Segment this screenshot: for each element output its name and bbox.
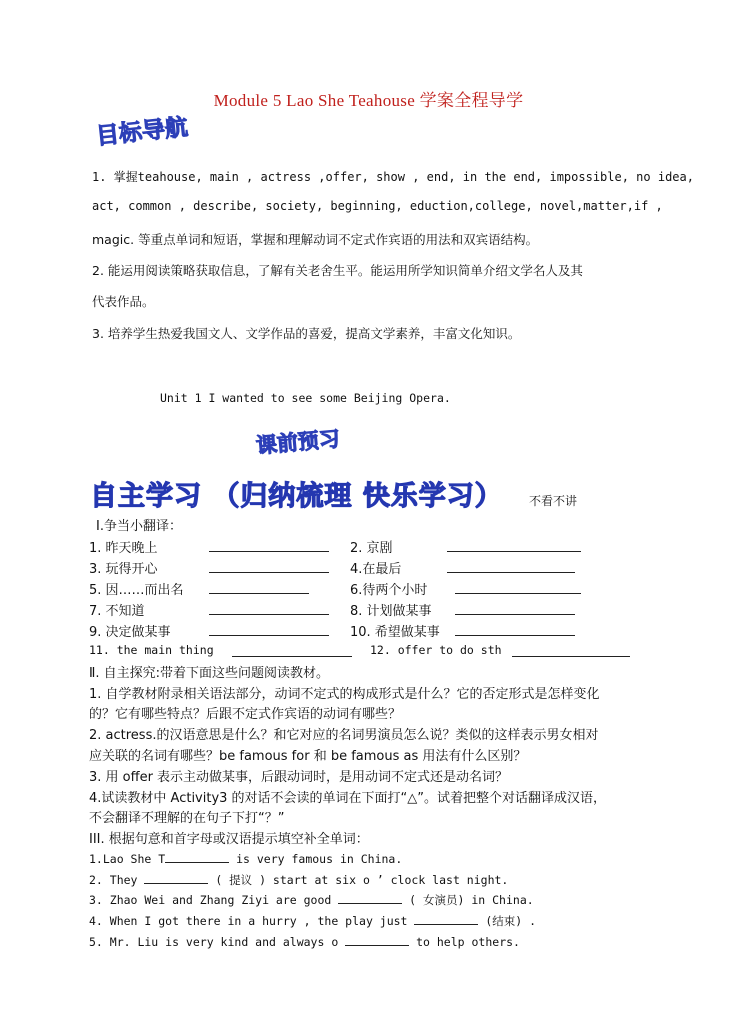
question-line: 1. 自学教材附录相关语法部分，动词不定式的构成形式是什么？它的否定形式是怎样变化 xyxy=(89,687,600,702)
question-line: 2. actress.的汉语意思是什么？和它对应的名词男演员怎么说？类似的这样表示男女相对 xyxy=(89,728,599,743)
preview-heading-art: 课前预习 xyxy=(254,425,341,458)
exercise-line xyxy=(89,933,520,949)
page-title: Module 5 Lao She Teahouse 学案全程导学 xyxy=(213,91,524,110)
exercise-text: ( 提议 ) start at six o ’ clock last night. xyxy=(208,873,509,887)
translate-item: 1. 昨天晚上 xyxy=(89,541,158,556)
answer-blank[interactable] xyxy=(209,600,329,615)
exercise-text: 4. When I got there in a hurry , the play just xyxy=(89,914,415,928)
answer-blank[interactable] xyxy=(209,537,329,552)
section-1-heading: Ⅰ.争当小翻译： xyxy=(96,519,182,534)
answer-blank[interactable] xyxy=(209,579,309,594)
translate-item: 12. offer to do sth xyxy=(370,643,502,657)
answer-blank[interactable] xyxy=(232,642,352,657)
translate-item: 10. 希望做某事 xyxy=(350,625,440,640)
section-2-heading: Ⅱ. 自主探究:带着下面这些问题阅读教材。 xyxy=(89,666,330,681)
question-line: 不会翻译不理解的在句子下打“？” xyxy=(89,811,285,826)
exercise-text: ( 女演员) in China. xyxy=(402,893,534,907)
unit-title: Unit 1 I wanted to see some Beijing Opera. xyxy=(160,391,451,405)
goal-line: 2. 能运用阅读策略获取信息，了解有关老舍生平。能运用所学知识简单介绍文学名人及其 xyxy=(92,263,583,278)
exercise-text: (结束) . xyxy=(478,914,537,928)
goal-line: 3. 培养学生热爱我国文人、文学作品的喜爱，提高文学素养，丰富文化知识。 xyxy=(92,326,521,341)
goal-line: magic. 等重点单词和短语，掌握和理解动词不定式作宾语的用法和双宾语结构。 xyxy=(92,232,539,247)
exercise-text: is very famous in China. xyxy=(229,852,403,866)
exercise-text: to help others. xyxy=(409,935,520,949)
translate-item: 9. 决定做某事 xyxy=(89,625,171,640)
translate-item: 3. 玩得开心 xyxy=(89,562,158,577)
self-study-heading-art: 自主学习 （归纳梳理 快乐学习） xyxy=(90,481,503,512)
exercise-blank[interactable] xyxy=(414,912,478,925)
exercise-line xyxy=(89,871,508,888)
question-line: 3. 用 offer 表示主动做某事，后跟动词时，是用动词不定式还是动名词？ xyxy=(89,770,509,785)
exercise-line xyxy=(89,891,534,908)
exercise-blank[interactable] xyxy=(345,933,409,946)
exercise-line xyxy=(89,912,536,929)
goal-line: 代表作品。 xyxy=(92,294,155,309)
answer-blank[interactable] xyxy=(455,579,581,594)
question-line: 应关联的名词有哪些？be famous for 和 be famous as 用法有什么区别？ xyxy=(89,749,527,764)
section-3-heading: III. 根据句意和首字母或汉语提示填空补全单词： xyxy=(89,832,369,847)
translate-item: 6.待两个小时 xyxy=(350,583,428,598)
not-taught-note: 不看不讲 xyxy=(529,494,578,508)
translate-item: 8. 计划做某事 xyxy=(350,604,432,619)
exercise-text: 2. They xyxy=(89,873,145,887)
answer-blank[interactable] xyxy=(447,558,575,573)
question-line: 的？它有哪些特点？后跟不定式作宾语的动词有哪些？ xyxy=(89,707,402,722)
translate-item: 11. the main thing xyxy=(89,643,214,657)
exercise-text: 1.Lao She T xyxy=(89,852,166,866)
goal-line: act, common , describe, society, beginning, eduction,college, novel,matter,if , xyxy=(92,199,663,213)
translate-item: 5. 因……而出名 xyxy=(89,583,184,598)
exercise-blank[interactable] xyxy=(338,891,402,904)
exercise-blank[interactable] xyxy=(165,850,229,863)
translate-item: 2. 京剧 xyxy=(350,541,393,556)
exercise-text: 3. Zhao Wei and Zhang Ziyi are good xyxy=(89,893,339,907)
translate-item: 7. 不知道 xyxy=(89,604,145,619)
exercise-blank[interactable] xyxy=(144,871,208,884)
answer-blank[interactable] xyxy=(447,537,581,552)
goal-line: 1. 掌握teahouse, main , actress ,offer, show , end, in the end, impossible, no idea, xyxy=(92,170,694,184)
question-line: 4.试读教材中 Activity3 的对话不会读的单词在下面打“△”。试着把整个对话翻译成汉语， xyxy=(89,791,607,806)
answer-blank[interactable] xyxy=(512,642,630,657)
answer-blank[interactable] xyxy=(209,558,329,573)
exercise-text: 5. Mr. Liu is very kind and always o xyxy=(89,935,346,949)
answer-blank[interactable] xyxy=(209,621,329,636)
answer-blank[interactable] xyxy=(455,621,575,636)
translate-item: 4.在最后 xyxy=(350,562,402,577)
answer-blank[interactable] xyxy=(455,600,575,615)
exercise-line xyxy=(89,850,402,866)
goals-heading-art: 目标导航 xyxy=(94,113,190,150)
